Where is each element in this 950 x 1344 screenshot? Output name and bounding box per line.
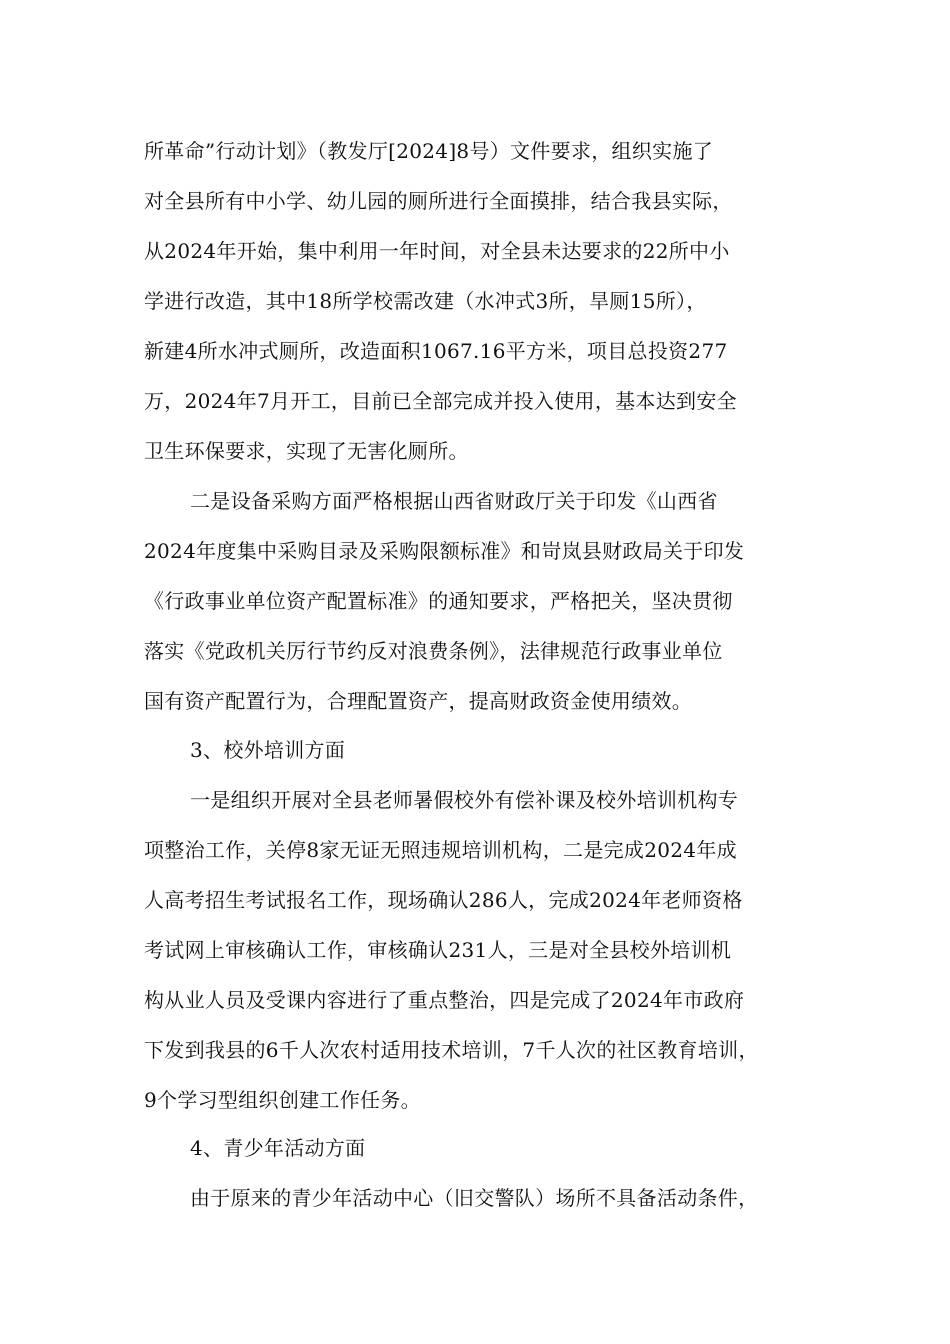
- section-heading-4: 4、青少年活动方面: [190, 1136, 366, 1160]
- text-line-9: 2024年度集中采购目录及采购限额标准》和岢岚县财政局关于印发: [144, 539, 745, 563]
- text-line-17: 考试网上审核确认工作，审核确认231人，三是对全县校外培训机: [144, 938, 732, 962]
- text-line-5: 新建4所水冲式厕所，改造面积1067.16平方米，项目总投资277: [144, 339, 728, 363]
- text-line-4: 学进行改造，其中18所学校需改建（水冲式3所，旱厕15所），: [144, 289, 707, 313]
- text-line-7: 卫生环保要求，实现了无害化厕所。: [144, 439, 469, 463]
- text-line-2: 对全县所有中小学、幼儿园的厕所进行全面摸排，结合我县实际，: [144, 189, 733, 213]
- text-line-20: 9个学习型组织创建工作任务。: [144, 1088, 421, 1112]
- text-line-15: 项整治工作，关停8家无证无照违规培训机构，二是完成2024年成: [144, 838, 737, 862]
- section-heading-3: 3、校外培训方面: [190, 738, 346, 762]
- text-line-14: 一是组织开展对全县老师暑假校外有偿补课及校外培训机构专: [190, 788, 739, 812]
- text-line-1: 所革命”行动计划》（教发厅[2024]8号）文件要求，组织实施了: [144, 139, 714, 163]
- text-line-22: 由于原来的青少年活动中心（旧交警队）场所不具备活动条件，: [190, 1186, 759, 1210]
- text-line-18: 构从业人员及受课内容进行了重点整治，四是完成了2024年市政府: [144, 988, 745, 1012]
- text-line-11: 落实《党政机关厉行节约反对浪费条例》，法律规范行政事业单位: [144, 639, 723, 663]
- text-line-3: 从2024年开始，集中利用一年时间，对全县未达要求的22所中小: [144, 239, 730, 263]
- text-line-12: 国有资产配置行为，合理配置资产，提高财政资金使用绩效。: [144, 689, 693, 713]
- text-line-10: 《行政事业单位资产配置标准》的通知要求，严格把关，坚决贯彻: [144, 589, 733, 613]
- text-line-8: 二是设备采购方面严格根据山西省财政厅关于印发《山西省: [190, 489, 718, 513]
- text-line-6: 万，2024年7月开工，目前已全部完成并投入使用，基本达到安全: [144, 389, 737, 413]
- text-line-19: 下发到我县的6千人次农村适用技术培训，7千人次的社区教育培训，: [144, 1038, 759, 1062]
- text-line-16: 人高考招生考试报名工作，现场确认286人，完成2024年老师资格: [144, 888, 743, 912]
